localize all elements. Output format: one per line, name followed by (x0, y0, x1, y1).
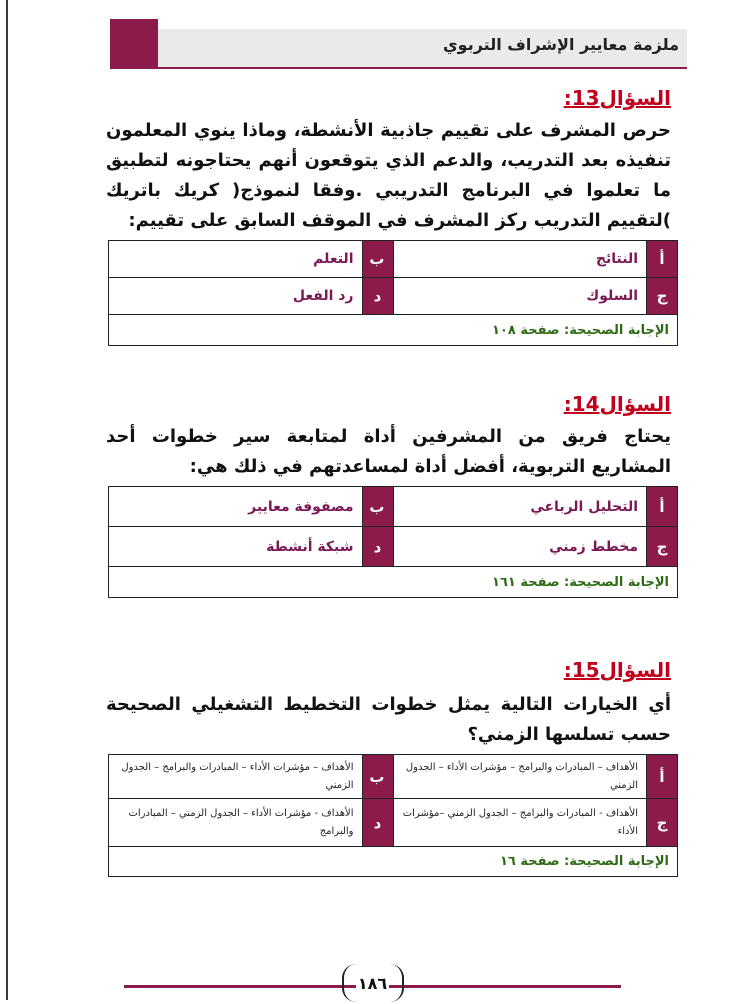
header-accent-box (110, 19, 158, 69)
question-13-options (108, 240, 678, 346)
option-b: التعلم (109, 241, 363, 278)
option-letter: أ (647, 487, 678, 527)
question-13-label: السؤال13: (563, 86, 671, 110)
option-letter: ب (362, 241, 393, 278)
option-letter: د (362, 278, 393, 315)
answer-line: الإجابة الصحيحة: صفحة ١٦ (109, 847, 678, 877)
header-title: ملزمة معايير الإشراف التربوي (443, 35, 679, 54)
option-c: مخطط زمني (393, 527, 647, 567)
question-14-label: السؤال14: (563, 392, 671, 416)
page-number: ١٨٦ (342, 964, 404, 1002)
option-d: شبكة أنشطة (109, 527, 363, 567)
option-b: مصفوفة معايير (109, 487, 363, 527)
page-left-rule (6, 0, 8, 1000)
option-letter: أ (647, 755, 678, 799)
answer-line: الإجابة الصحيحة: صفحة ١٠٨ (109, 315, 678, 346)
question-13-text: حرص المشرف على تقييم جاذبية الأنشطة، وماذا ينوي المعلمون تنفيذه بعد التدريب، والدعم الذي يتوقعون أنهم يحتاجونه لتطبيق ما تعلموا في البرنامج التدريبي .وفقا لنموذج( كريك باتريك )لتقييم التدريب ركز المشرف في الموقف السابق على تقييم: (106, 120, 671, 231)
option-letter: ج (647, 527, 678, 567)
option-a: النتائج (393, 241, 647, 278)
option-letter: د (362, 799, 393, 847)
option-letter: ج (647, 799, 678, 847)
option-d: الأهداف - مؤشرات الأداء – الجدول الزمني – المبادرات والبرامج (109, 799, 363, 847)
question-14-text: يحتاج فريق من المشرفين أداة لمتابعة سير خطوات أحد المشاريع التربوية، أفضل أداة لمساعدتهم في ذلك هي: (106, 426, 671, 477)
page-footer (124, 960, 621, 1000)
option-letter: أ (647, 241, 678, 278)
option-letter: ج (647, 278, 678, 315)
option-c: السلوك (393, 278, 647, 315)
question-15-label: السؤال15: (563, 658, 671, 682)
footer-line-right (389, 985, 621, 988)
question-14-options (108, 486, 678, 598)
option-a: التحليل الرباعي (393, 487, 647, 527)
option-b: الأهداف – مؤشرات الأداء – المبادرات والبرامج – الجدول الزمني (109, 755, 363, 799)
answer-line: الإجابة الصحيحة: صفحة ١٦١ (109, 567, 678, 598)
footer-line-left (124, 985, 356, 988)
question-15-text: أي الخيارات التالية يمثل خطوات التخطيط التشغيلي الصحيحة حسب تسلسها الزمني؟ (106, 694, 671, 745)
option-d: رد الفعل (109, 278, 363, 315)
option-letter: ب (362, 755, 393, 799)
question-15-options (108, 754, 678, 877)
option-c: الأهداف - المبادرات والبرامج – الجدول الزمني –مؤشرات الأداء (393, 799, 647, 847)
option-letter: ب (362, 487, 393, 527)
page-header (110, 19, 687, 69)
option-a: الأهداف – المبادرات والبرامج – مؤشرات الأداء – الجدول الزمني (393, 755, 647, 799)
option-letter: د (362, 527, 393, 567)
header-underline (110, 67, 687, 69)
